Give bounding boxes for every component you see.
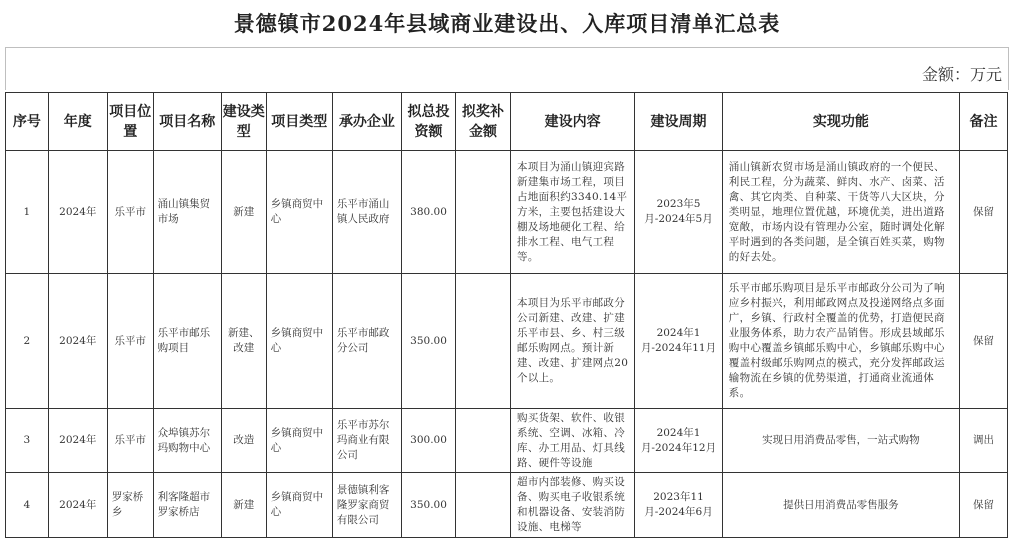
cell-build-type: 新建 bbox=[221, 473, 266, 538]
cell-remark: 保留 bbox=[960, 274, 1008, 409]
header-company: 承办企业 bbox=[332, 93, 401, 151]
table-header-row bbox=[6, 93, 1008, 151]
header-project-type: 项目类型 bbox=[266, 93, 332, 151]
cell-location: 乐平市 bbox=[107, 409, 153, 473]
table-row bbox=[6, 409, 1008, 473]
project-table bbox=[5, 92, 1008, 538]
cell-function: 涌山镇新农贸市场是涌山镇政府的一个便民、利民工程，分为蔬菜、鲜肉、水产、卤菜、活禽、其它肉类、自种菜、干货等八大区块，分类明显，地理位置优越，环境优美，进出道路宽敞，市场内设有管理办公室，随时调处化解平时遇到的各类问题，是全镇百姓买菜，购物的好去处。 bbox=[722, 151, 959, 274]
header-location: 项目位置 bbox=[107, 93, 153, 151]
header-period: 建设周期 bbox=[635, 93, 723, 151]
cell-remark: 保留 bbox=[960, 151, 1008, 274]
cell-no: 1 bbox=[6, 151, 49, 274]
title-divider bbox=[5, 47, 1009, 48]
cell-project-type: 乡镇商贸中心 bbox=[266, 409, 332, 473]
cell-function: 乐平市邮乐购项目是乐平市邮政分公司为了响应乡村振兴，利用邮政网点及投递网络点多面广，乡镇、行政村全覆盖的优势，打造便民商业服务体系，助力农产品销售。形成县域邮乐购中心覆盖乡镇邮乐购中心，乡镇邮乐购中心覆盖村级邮乐购网点的模式，充分发挥邮政运输物流在乡镇的优势渠道，打通商业流通体系。 bbox=[722, 274, 959, 409]
cell-project-type: 乡镇商贸中心 bbox=[266, 151, 332, 274]
cell-subsidy bbox=[456, 409, 511, 473]
cell-no: 2 bbox=[6, 274, 49, 409]
header-content: 建设内容 bbox=[511, 93, 635, 151]
cell-build-type: 新建 bbox=[221, 151, 266, 274]
cell-content: 本项目为乐平市邮政分公司新建、改建、扩建乐平市县、乡、村三级邮乐购网点。预计新建、改建、扩建网点20个以上。 bbox=[511, 274, 635, 409]
cell-investment: 300.00 bbox=[402, 409, 456, 473]
unit-label: 金额：万元 bbox=[921, 65, 1002, 84]
cell-investment: 350.00 bbox=[402, 473, 456, 538]
header-no: 序号 bbox=[6, 93, 49, 151]
cell-year: 2024年 bbox=[48, 151, 107, 274]
cell-period: 2023年5月-2024年5月 bbox=[635, 151, 723, 274]
cell-subsidy bbox=[456, 274, 511, 409]
cell-period: 2024年1月-2024年11月 bbox=[635, 274, 723, 409]
cell-period: 2023年11月-2024年6月 bbox=[635, 473, 723, 538]
cell-subsidy bbox=[456, 473, 511, 538]
cell-company: 乐平市苏尔玛商业有限公司 bbox=[332, 409, 401, 473]
header-function: 实现功能 bbox=[722, 93, 959, 151]
cell-subsidy bbox=[456, 151, 511, 274]
cell-name: 涌山镇集贸市场 bbox=[153, 151, 221, 274]
table-row bbox=[6, 151, 1008, 274]
cell-remark: 调出 bbox=[960, 409, 1008, 473]
cell-function: 提供日用消费品零售服务 bbox=[722, 473, 959, 538]
cell-no: 3 bbox=[6, 409, 49, 473]
header-build-type: 建设类型 bbox=[221, 93, 266, 151]
cell-period: 2024年1月-2024年12月 bbox=[635, 409, 723, 473]
unit-row-left-border bbox=[5, 47, 6, 90]
cell-company: 乐平市邮政分公司 bbox=[332, 274, 401, 409]
cell-year: 2024年 bbox=[48, 409, 107, 473]
cell-name: 乐平市邮乐购项目 bbox=[153, 274, 221, 409]
header-name: 项目名称 bbox=[153, 93, 221, 151]
table-row bbox=[6, 473, 1008, 538]
cell-content: 本项目为涌山镇迎宾路新建集市场工程，项目占地面积约3340.14平方米，主要包括建设大棚及场地硬化工程、给排水工程、电气工程等。 bbox=[511, 151, 635, 274]
cell-project-type: 乡镇商贸中心 bbox=[266, 274, 332, 409]
page-title: 景德镇市2024年县域商业建设出、入库项目清单汇总表 bbox=[233, 11, 781, 36]
header-subsidy: 拟奖补金额 bbox=[456, 93, 511, 151]
cell-build-type: 新建、改建 bbox=[221, 274, 266, 409]
header-year: 年度 bbox=[48, 93, 107, 151]
cell-company: 景德镇利客隆罗家商贸有限公司 bbox=[332, 473, 401, 538]
cell-function: 实现日用消费品零售，一站式购物 bbox=[722, 409, 959, 473]
header-investment: 拟总投资额 bbox=[402, 93, 456, 151]
cell-location: 乐平市 bbox=[107, 151, 153, 274]
unit-row-right-border bbox=[1008, 47, 1009, 90]
cell-remark: 保留 bbox=[960, 473, 1008, 538]
header-remark: 备注 bbox=[960, 93, 1008, 151]
cell-no: 4 bbox=[6, 473, 49, 538]
cell-investment: 380.00 bbox=[402, 151, 456, 274]
cell-year: 2024年 bbox=[48, 274, 107, 409]
cell-location: 罗家桥乡 bbox=[107, 473, 153, 538]
cell-name: 众埠镇苏尔玛购物中心 bbox=[153, 409, 221, 473]
cell-build-type: 改造 bbox=[221, 409, 266, 473]
cell-company: 乐平市涌山镇人民政府 bbox=[332, 151, 401, 274]
cell-name: 利客隆超市罗家桥店 bbox=[153, 473, 221, 538]
cell-project-type: 乡镇商贸中心 bbox=[266, 473, 332, 538]
cell-content: 购买货架、软件、收银系统、空调、冰箱、冷库、办工用品、灯具线路、硬件等设施 bbox=[511, 409, 635, 473]
cell-content: 超市内部装修、购买设备、购买电子收银系统和机器设备、安装消防设施、电梯等 bbox=[511, 473, 635, 538]
cell-investment: 350.00 bbox=[402, 274, 456, 409]
table-row bbox=[6, 274, 1008, 409]
cell-year: 2024年 bbox=[48, 473, 107, 538]
cell-location: 乐平市 bbox=[107, 274, 153, 409]
